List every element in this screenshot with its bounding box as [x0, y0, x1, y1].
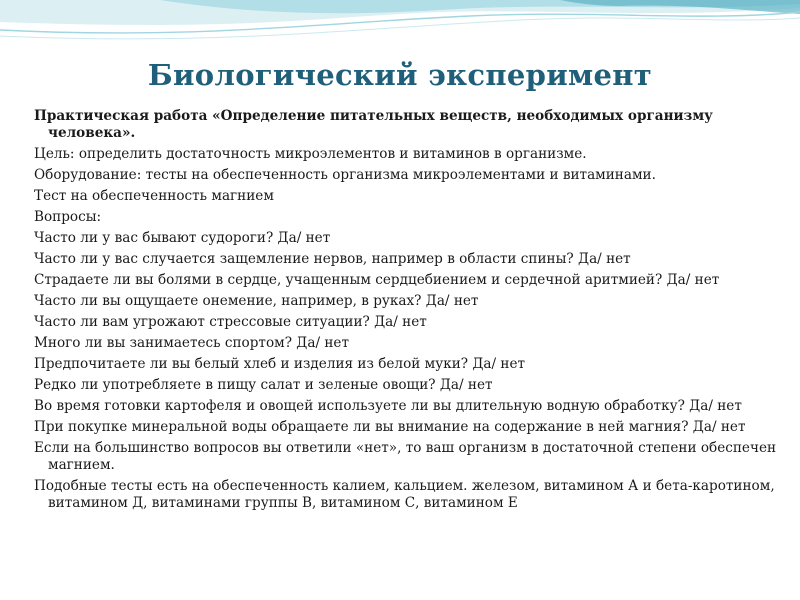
paragraph-goal: Цель: определить достаточность микроэлементов и витаминов в организме.	[34, 146, 587, 162]
question-8: Редко ли употребляете в пищу салат и зеленые овощи? Да/ нет	[34, 377, 493, 393]
question-1: Часто ли у вас бывают судороги? Да/ нет	[34, 230, 331, 246]
paragraph-conclusion: Если на большинство вопросов вы ответили «нет», то ваш организм в достаточной степени обеспечен магнием.	[34, 440, 777, 473]
question-9: Во время готовки картофеля и овощей используете ли вы длительную водную обработку? Да/ нет	[34, 398, 742, 414]
question-2: Часто ли у вас случается защемление нервов, например в области спины? Да/ нет	[34, 251, 631, 267]
question-10: При покупке минеральной воды обращаете ли вы внимание на содержание в ней магния? Да/ нет	[34, 419, 746, 435]
slide-content	[34, 108, 784, 516]
question-6: Много ли вы занимаетесь спортом? Да/ нет	[34, 335, 349, 351]
paragraph-practical-work: Практическая работа «Определение питательных веществ, необходимых организму человека».	[34, 108, 713, 141]
question-4: Часто ли вы ощущаете онемение, например, в руках? Да/ нет	[34, 293, 479, 309]
paragraph-questions-label: Вопросы:	[34, 209, 102, 225]
question-5: Часто ли вам угрожают стрессовые ситуации? Да/ нет	[34, 314, 427, 330]
paragraph-similar-tests: Подобные тесты есть на обеспеченность калием, кальцием. железом, витамином А и бета-каротином, витамином Д, витаминами группы В, витамином С, витамином Е	[34, 478, 775, 511]
slide-title: Биологический эксперимент	[147, 58, 653, 92]
paragraph-equipment: Оборудование: тесты на обеспеченность организма микроэлементами и витаминами.	[34, 167, 656, 183]
question-3: Страдаете ли вы болями в сердце, учащенным сердцебиением и сердечной аритмией? Да/ нет	[34, 272, 720, 288]
question-7: Предпочитаете ли вы белый хлеб и изделия из белой муки? Да/ нет	[34, 356, 526, 372]
paragraph-test-heading: Тест на обеспеченность магнием	[34, 188, 274, 204]
